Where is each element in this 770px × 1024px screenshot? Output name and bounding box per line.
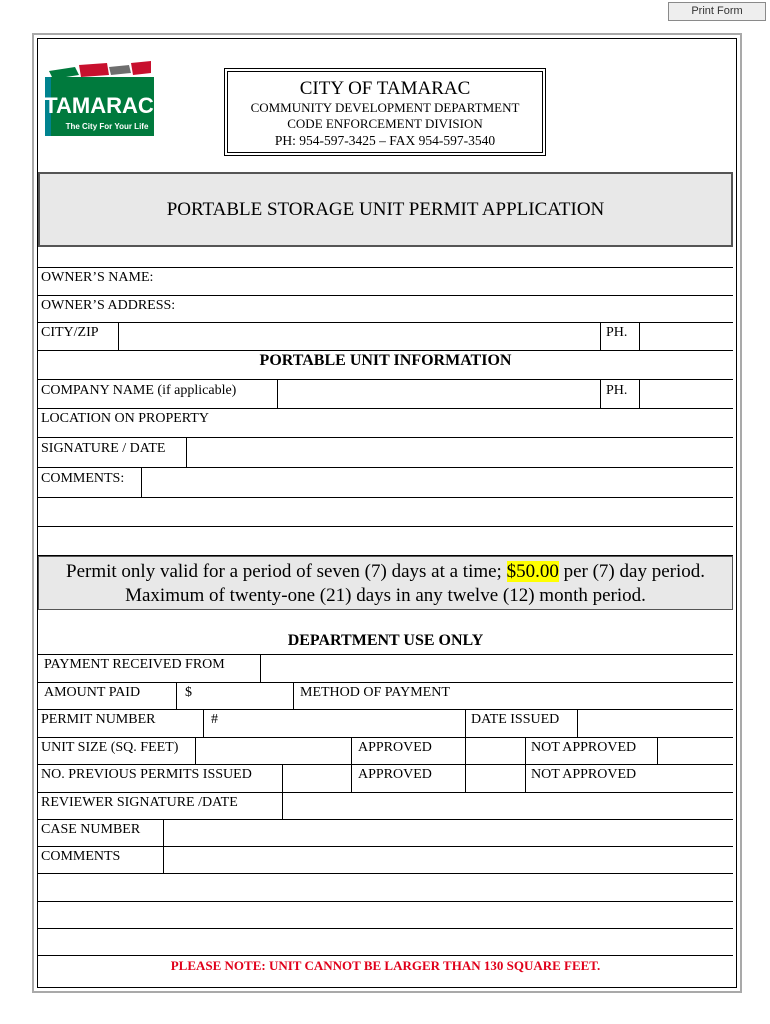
owner-name-label: OWNER’S NAME: — [41, 270, 154, 285]
comments-label: COMMENTS: — [41, 471, 125, 486]
cell-divider — [525, 764, 526, 792]
signature-date-field[interactable] — [187, 438, 732, 466]
row-divider — [38, 764, 733, 765]
owner-address-label: OWNER’S ADDRESS: — [41, 298, 176, 313]
cell-divider — [525, 737, 526, 764]
cell-divider — [176, 682, 177, 709]
dollar-sign: $ — [185, 685, 192, 700]
case-number-label: CASE NUMBER — [41, 822, 141, 837]
print-form-button[interactable]: Print Form — [668, 2, 766, 21]
size-limit-note: PLEASE NOTE: UNIT CANNOT BE LARGER THAN 130 SQUARE FEET. — [170, 958, 601, 973]
row-divider — [38, 955, 733, 956]
portable-unit-information-heading: PORTABLE UNIT INFORMATION — [259, 352, 512, 369]
unit-size-not-approved-label: NOT APPROVED — [531, 740, 637, 755]
location-label: LOCATION ON PROPERTY — [41, 411, 209, 426]
city-header-box — [227, 71, 543, 153]
dept-comments-field-line-4[interactable] — [39, 929, 732, 954]
amount-paid-label: AMOUNT PAID — [44, 685, 141, 700]
permit-validity-notice — [38, 556, 733, 610]
reviewer-signature-field[interactable] — [283, 793, 732, 818]
notice-line2: Maximum of twenty-one (21) days in any twelve (12) month period. — [125, 585, 646, 606]
notice-line1-start: Permit only valid for a period of seven (7) days at a time; — [66, 561, 507, 582]
reviewer-signature-label: REVIEWER SIGNATURE /DATE — [41, 795, 238, 810]
company-name-label: COMPANY NAME (if applicable) — [41, 383, 237, 398]
previous-permits-approved-field[interactable] — [466, 765, 524, 791]
owner-phone-label: PH. — [606, 325, 628, 340]
row-divider — [38, 350, 733, 351]
notice-line1-end: per (7) day period. — [558, 561, 705, 582]
city-zip-field[interactable] — [119, 323, 600, 349]
row-divider — [38, 737, 733, 738]
payment-received-field[interactable] — [261, 655, 732, 681]
previous-permits-not-approved-field[interactable] — [658, 765, 732, 791]
signature-date-label: SIGNATURE / DATE — [41, 441, 166, 456]
department-use-only-heading: DEPARTMENT USE ONLY — [287, 632, 484, 649]
previous-permits-label: NO. PREVIOUS PERMITS ISSUED — [41, 767, 252, 782]
amount-paid-field[interactable] — [196, 683, 292, 708]
comments-field-line-2[interactable] — [39, 498, 732, 525]
permit-number-field[interactable] — [223, 710, 464, 736]
location-field[interactable] — [230, 409, 732, 436]
dept-comments-field-line-3[interactable] — [39, 902, 732, 927]
logo-wordmark: TAMARAC — [45, 93, 154, 118]
logo-tagline: The City For Your Life — [65, 122, 149, 131]
cell-divider — [465, 709, 466, 737]
owner-address-field[interactable] — [190, 296, 732, 321]
cell-divider — [293, 682, 294, 709]
cell-divider — [351, 737, 352, 764]
contact-phone: PH: 954-597-3425 – FAX 954-597-3540 — [274, 133, 496, 148]
comments-field[interactable] — [142, 468, 732, 496]
permit-fee: $50.00 — [506, 561, 559, 582]
unit-size-approved-field[interactable] — [466, 738, 524, 763]
city-title: CITY OF TAMARAC — [299, 78, 471, 99]
payment-received-label: PAYMENT RECEIVED FROM — [44, 657, 225, 672]
city-zip-label: CITY/ZIP — [41, 325, 99, 340]
dept-comments-field[interactable] — [164, 847, 732, 872]
cell-divider — [600, 322, 601, 350]
unit-size-label: UNIT SIZE (SQ. FEET) — [41, 740, 179, 755]
previous-permits-approved-label: APPROVED — [358, 767, 432, 782]
department-name: COMMUNITY DEVELOPMENT DEPARTMENT — [250, 100, 520, 115]
unit-size-approved-label: APPROVED — [358, 740, 432, 755]
cell-divider — [351, 764, 352, 792]
cell-divider — [600, 379, 601, 408]
tamarac-logo-graphic — [45, 61, 154, 136]
cell-divider — [203, 709, 204, 737]
company-phone-field[interactable] — [640, 380, 732, 407]
method-of-payment-field[interactable] — [470, 683, 732, 708]
tamarac-logo — [45, 61, 154, 136]
division-name: CODE ENFORCEMENT DIVISION — [287, 116, 483, 131]
dept-comments-field-line-2[interactable] — [39, 874, 732, 900]
permit-number-label: PERMIT NUMBER — [41, 712, 156, 727]
comments-field-line-3[interactable] — [39, 527, 732, 554]
method-of-payment-label: METHOD OF PAYMENT — [300, 685, 450, 700]
date-issued-label: DATE ISSUED — [471, 712, 560, 727]
unit-size-field[interactable] — [196, 738, 350, 763]
form-title: PORTABLE STORAGE UNIT PERMIT APPLICATION — [38, 172, 733, 247]
case-number-field[interactable] — [164, 820, 732, 845]
hash-sign: # — [211, 712, 218, 727]
previous-permits-not-approved-label: NOT APPROVED — [531, 767, 637, 782]
dept-comments-label: COMMENTS — [41, 849, 121, 864]
date-issued-field[interactable] — [578, 710, 732, 736]
company-name-field[interactable] — [278, 380, 600, 407]
previous-permits-field[interactable] — [283, 765, 350, 791]
owner-phone-field[interactable] — [640, 323, 732, 349]
owner-name-field[interactable] — [165, 268, 732, 294]
unit-size-not-approved-field[interactable] — [658, 738, 732, 763]
company-phone-label: PH. — [606, 383, 628, 398]
